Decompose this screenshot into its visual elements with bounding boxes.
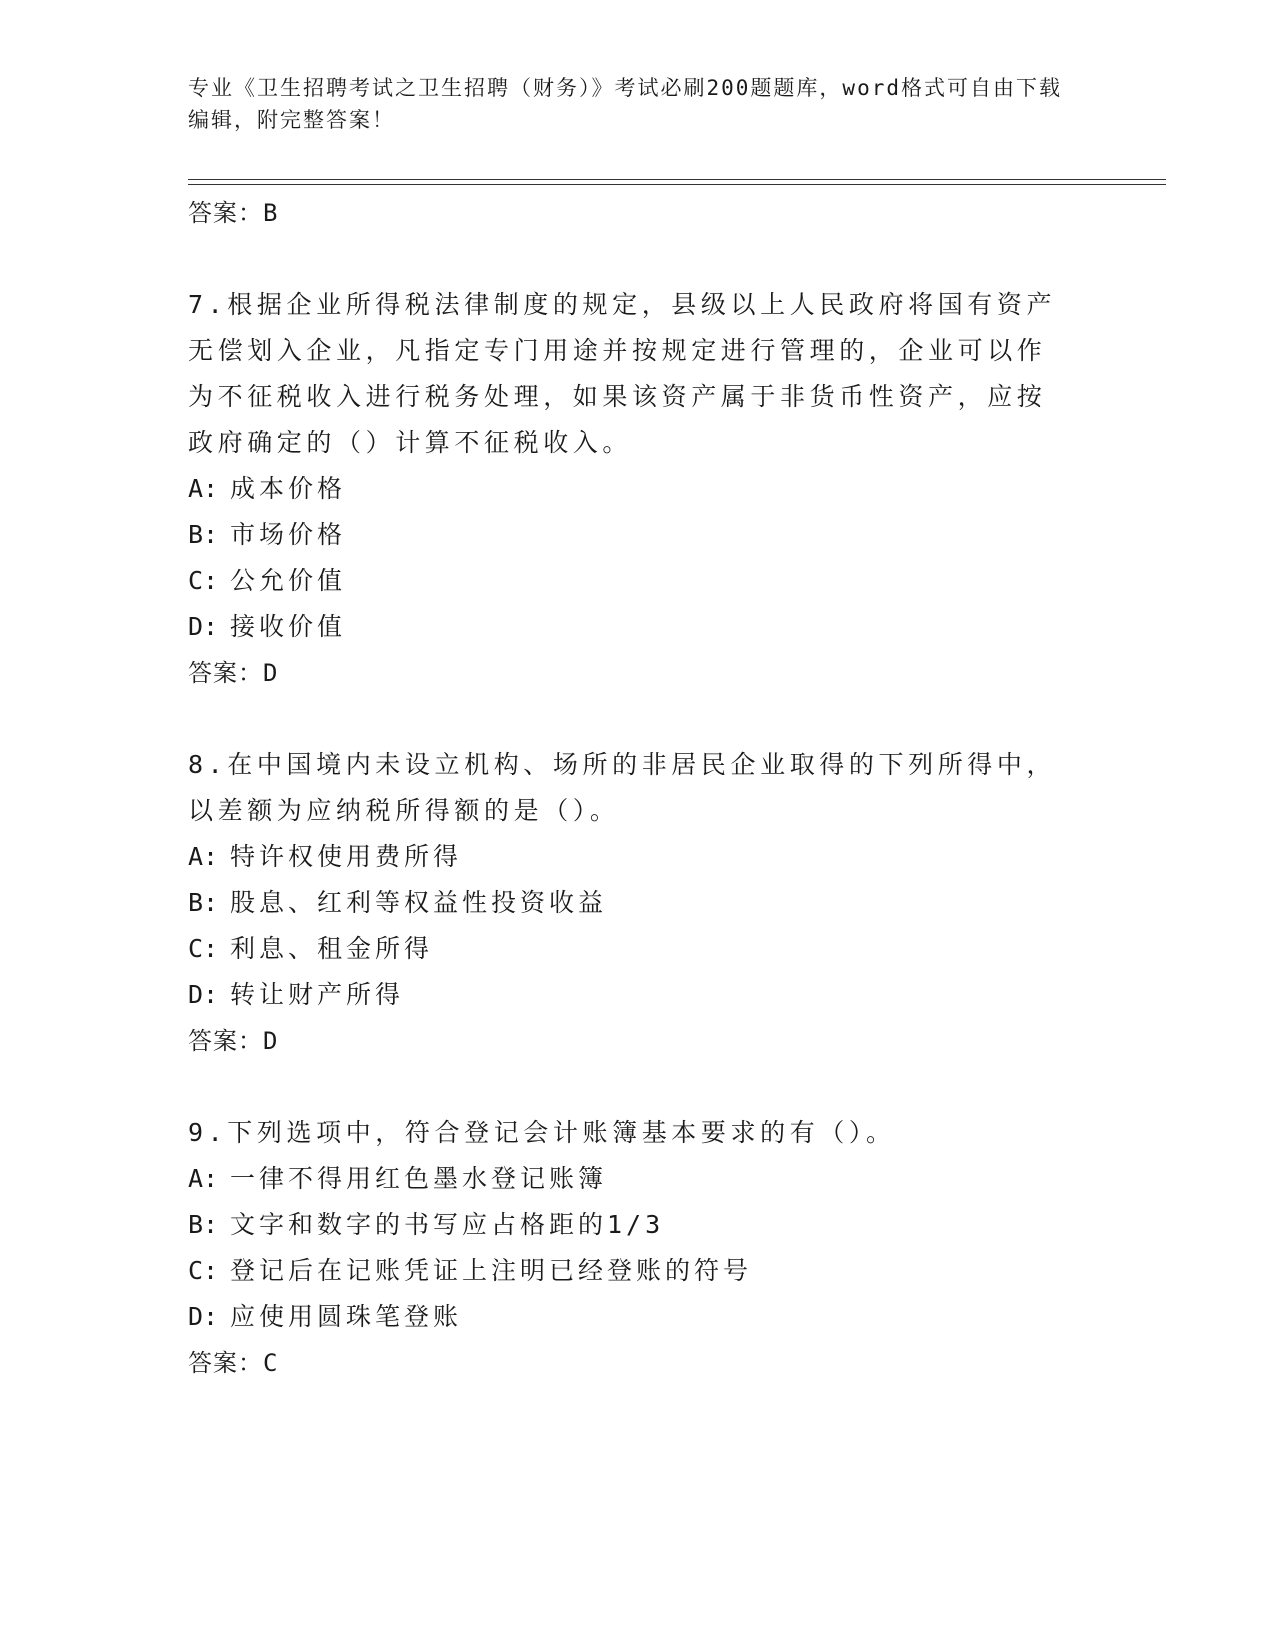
option-key: A: <box>188 1164 219 1193</box>
option-text: 成本价格 <box>230 474 347 503</box>
option-key: D: <box>188 1302 219 1331</box>
option-key: D: <box>188 612 219 641</box>
answer-line: 答案：D <box>188 1027 279 1055</box>
option-b <box>188 1202 1068 1248</box>
option-key: B: <box>188 520 219 549</box>
header-divider-bottom <box>188 184 1166 185</box>
option-text: 转让财产所得 <box>230 980 405 1009</box>
option-c <box>188 926 1068 972</box>
option-text: 应使用圆珠笔登账 <box>230 1302 463 1331</box>
option-key: A: <box>188 474 219 503</box>
option-b <box>188 880 1068 926</box>
option-a <box>188 466 1068 512</box>
previous-answer: 答案：B <box>188 199 279 227</box>
option-key: C: <box>188 1256 219 1285</box>
option-text: 登记后在记账凭证上注明已经登账的符号 <box>230 1256 753 1285</box>
option-c <box>188 558 1068 604</box>
option-a <box>188 1156 1068 1202</box>
option-c <box>188 1248 1068 1294</box>
answer-line: 答案：D <box>188 659 279 687</box>
option-b <box>188 512 1068 558</box>
question-7 <box>188 282 1068 696</box>
option-text: 文字和数字的书写应占格距的1/3 <box>230 1210 665 1239</box>
option-key: B: <box>188 888 219 917</box>
question-stem: 7.根据企业所得税法律制度的规定，县级以上人民政府将国有资产无偿划入企业，凡指定专门用途并按规定进行管理的，企业可以作为不征税收入进行税务处理，如果该资产属于非货币性资产，应按政府确定的（）计算不征税收入。 <box>188 290 1057 457</box>
option-d <box>188 604 1068 650</box>
option-text: 接收价值 <box>230 612 347 641</box>
option-d <box>188 972 1068 1018</box>
document-header: 专业《卫生招聘考试之卫生招聘（财务）》考试必刷200题题库，word格式可自由下载编辑，附完整答案！ <box>188 76 1062 132</box>
option-text: 利息、租金所得 <box>230 934 434 963</box>
question-stem: 9.下列选项中，符合登记会计账簿基本要求的有（）。 <box>188 1118 896 1147</box>
option-text: 特许权使用费所得 <box>230 842 463 871</box>
option-text: 市场价格 <box>230 520 347 549</box>
question-9 <box>188 1110 1068 1386</box>
option-text: 一律不得用红色墨水登记账簿 <box>230 1164 608 1193</box>
header-divider-top <box>188 179 1166 180</box>
option-key: A: <box>188 842 219 871</box>
option-key: C: <box>188 566 219 595</box>
option-text: 股息、红利等权益性投资收益 <box>230 888 608 917</box>
question-8 <box>188 742 1068 1064</box>
option-key: C: <box>188 934 219 963</box>
option-key: B: <box>188 1210 219 1239</box>
option-text: 公允价值 <box>230 566 347 595</box>
option-d <box>188 1294 1068 1340</box>
option-a <box>188 834 1068 880</box>
answer-line: 答案：C <box>188 1349 279 1377</box>
document-body <box>188 190 1068 1386</box>
option-key: D: <box>188 980 219 1009</box>
question-stem: 8.在中国境内未设立机构、场所的非居民企业取得的下列所得中，以差额为应纳税所得额的是（）。 <box>188 750 1057 825</box>
